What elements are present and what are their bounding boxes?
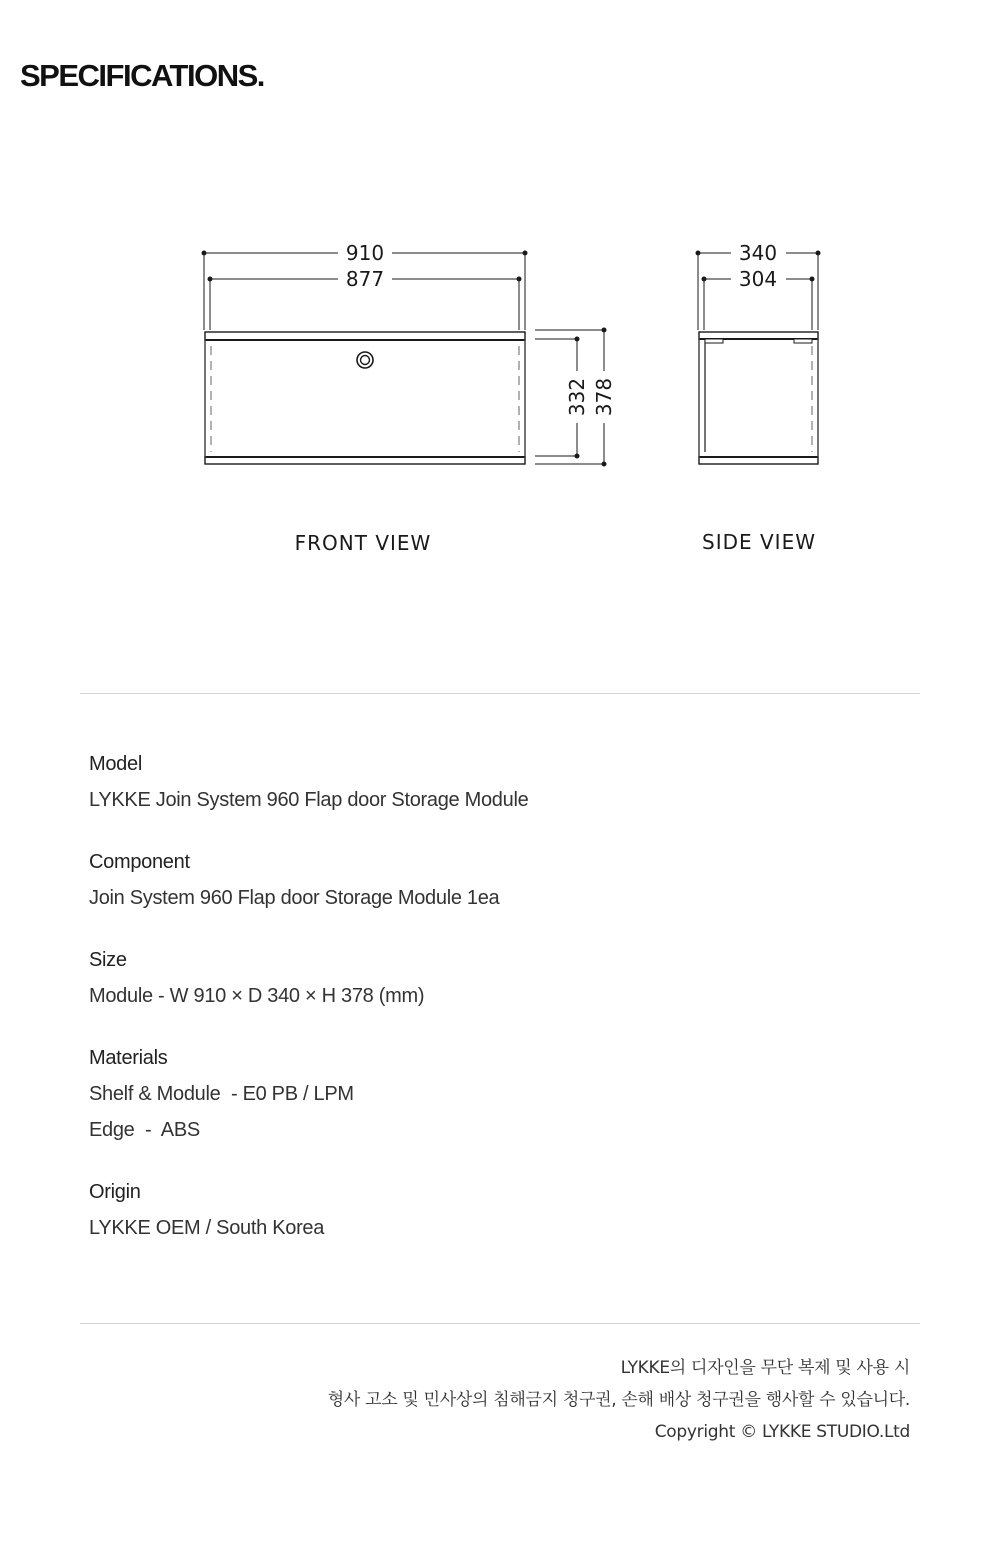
page-title: SPECIFICATIONS.	[20, 58, 264, 93]
copyright-line-3: Copyright © LYKKE STUDIO.Ltd	[654, 1422, 910, 1442]
dimension-378-label: 378	[592, 377, 616, 417]
divider-bottom	[80, 1323, 920, 1324]
spec-label-origin: Origin	[89, 1181, 141, 1203]
dimension-877-label: 877	[345, 267, 385, 291]
spec-materials	[89, 1044, 909, 1144]
spec-component	[89, 848, 909, 912]
spec-label-component: Component	[89, 851, 190, 873]
door-knob-icon	[357, 352, 373, 368]
spec-value-model: LYKKE Join System 960 Flap door Storage Module	[89, 789, 529, 811]
spec-list	[89, 750, 909, 1276]
front-view-label: FRONT VIEW	[294, 531, 432, 555]
dimension-332-label: 332	[565, 377, 589, 417]
dimension-height-inner	[535, 337, 589, 459]
dimension-depth-inner	[702, 267, 815, 330]
front-view-drawing	[202, 241, 617, 555]
spec-value-materials-shelf: Shelf & Module - E0 PB / LPM	[89, 1083, 354, 1105]
side-view-drawing	[696, 241, 821, 554]
spec-label-model: Model	[89, 753, 142, 775]
spec-model	[89, 750, 909, 814]
dimension-340-label: 340	[738, 241, 778, 265]
side-cabinet-outline	[699, 332, 818, 464]
spec-label-size: Size	[89, 949, 127, 971]
spec-value-origin: LYKKE OEM / South Korea	[89, 1217, 325, 1239]
spec-value-materials-edge: Edge - ABS	[89, 1119, 200, 1141]
dimension-910-label: 910	[345, 241, 385, 265]
dimension-drawing	[0, 0, 1000, 600]
copyright-line-1: LYKKE의 디자인을 무단 복제 및 사용 시	[620, 1358, 910, 1378]
copyright-notice	[328, 1352, 910, 1448]
spec-origin	[89, 1178, 909, 1242]
dimension-304-label: 304	[738, 267, 778, 291]
spec-value-size: Module - W 910 × D 340 × H 378 (mm)	[89, 985, 425, 1007]
spec-size	[89, 946, 909, 1010]
spec-value-component: Join System 960 Flap door Storage Module 1ea	[89, 887, 500, 909]
spec-label-materials: Materials	[89, 1047, 168, 1069]
side-view-label: SIDE VIEW	[702, 530, 816, 554]
copyright-line-2: 형사 고소 및 민사상의 침해금지 청구권, 손해 배상 청구권을 행사할 수 있습니다.	[327, 1390, 910, 1410]
dimension-width-inner	[208, 267, 522, 330]
divider-top	[80, 693, 920, 694]
